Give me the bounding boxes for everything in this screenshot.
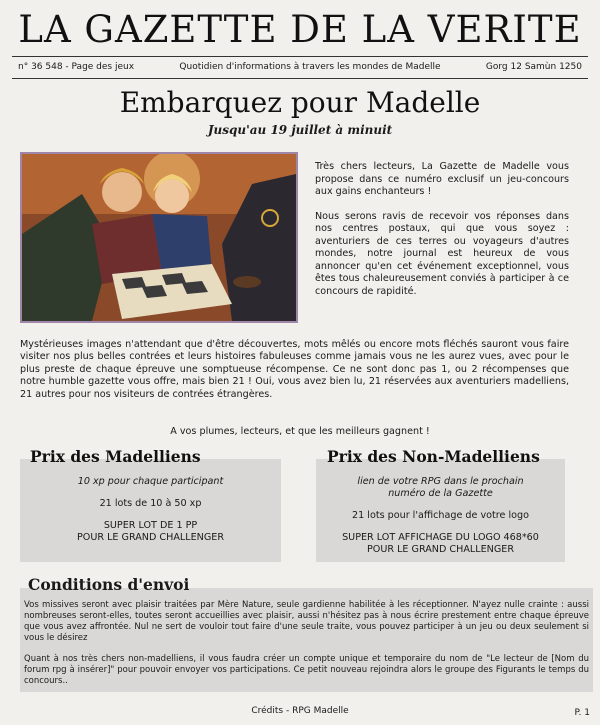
closing-line: A vos plumes, lecteurs, et que les meilleurs gagnent ! [170, 426, 430, 437]
prize-line: SUPER LOT AFFICHAGE DU LOGO 468*60 [342, 532, 539, 543]
prize-title: Prix des Non-Madelliens [327, 447, 540, 466]
intro-text [315, 161, 569, 310]
tagline: Quotidien d'informations à travers les mondes de Madelle [179, 62, 441, 72]
prize-box-madelliens [20, 447, 281, 562]
prize-box-non-madelliens [316, 447, 565, 562]
newspaper-title: LA GAZETTE DE LA VERITE [18, 8, 582, 51]
prize-line: lien de votre RPG dans le prochain [357, 476, 524, 487]
article-body: Mystérieuses images n'attendant que d'être découvertes, mots mêlés ou encore mots fléchés sauront vous faire visiter nos plus belles contrées et leurs histoires fabuleuses comme jamais vous ne les aurez vues, avec pour le plus preste de chaque épreuve une somptueuse récompense. Ce ne sont donc pas 1, ou 2 récompenses que notre humble gazette vous offre, mais bien 21 ! Oui, vous avez bien lu, 21 réservées aux aventuriers madelliens, 21 autres pour nos visiteurs de contrées étrangères. [20, 339, 569, 400]
prize-line: POUR LE GRAND CHALLENGER [77, 532, 224, 543]
headline: Embarquez pour Madelle [119, 86, 481, 119]
divider [12, 78, 588, 79]
divider [12, 56, 588, 57]
issue-date: Gorg 12 Samùn 1250 [485, 62, 582, 72]
prize-line: 21 lots de 10 à 50 xp [99, 498, 202, 509]
conditions-paragraph: Quant à nos très chers non-madelliens, il vous faudra créer un compte unique et temporaire du nom de "Le lecteur de [Nom du forum rpg à insérer]" pour pouvoir envoyer vos participations. Ce petit nouveau rejoindra alors le groupe des Figurants le temps du concours.. [24, 654, 589, 686]
prize-details [20, 476, 281, 544]
prize-line: numéro de la Gazette [388, 488, 493, 499]
illustration-image [20, 152, 298, 323]
prize-title: Prix des Madelliens [30, 447, 201, 466]
page-number: P. 1 [574, 708, 590, 718]
conditions-title: Conditions d'envoi [28, 575, 190, 594]
info-bar [18, 62, 582, 72]
conditions-text [24, 600, 589, 697]
prize-details [316, 476, 565, 556]
prize-line: 10 xp pour chaque participant [77, 476, 224, 487]
intro-paragraph: Très chers lecteurs, La Gazette de Madelle vous propose dans ce numéro exclusif un jeu-concours aux gains enchanteurs ! [315, 161, 569, 197]
prize-line: 21 lots pour l'affichage de votre logo [352, 510, 529, 521]
credits: Crédits - RPG Madelle [251, 706, 349, 716]
prize-line: POUR LE GRAND CHALLENGER [367, 544, 514, 555]
intro-paragraph: Nous serons ravis de recevoir vos réponses dans nos centres postaux, qui que vous soyez : aventuriers de ces terres ou voyageurs d'autres mondes, notre journal est heureux de vous annoncer qu'en cet événement exceptionnel, vous êtes tous chaleureusement conviés à participer à ce concours de rapidité. [315, 210, 569, 297]
illustration-scene [22, 154, 296, 321]
subheadline: Jusqu'au 19 juillet à minuit [207, 123, 393, 137]
conditions-paragraph: Vos missives seront avec plaisir traitées par Mère Nature, seule gardienne habilitée à les réceptionner. N'ayez nulle crainte : aussi nombreuses seront-elles, toutes seront accueillies avec plaisir, aussi n'hésitez pas à nous écrire prestement entre chaque épreuve que vous avez affrontée. Nul ne sert de vouloir tout faire d'une seule traite, vous pouvez participer à un jeu ou deux seulement si vous le désirez [24, 600, 589, 643]
issue-number: n° 36 548 - Page des jeux [18, 62, 135, 72]
prize-line: SUPER LOT DE 1 PP [103, 520, 198, 531]
